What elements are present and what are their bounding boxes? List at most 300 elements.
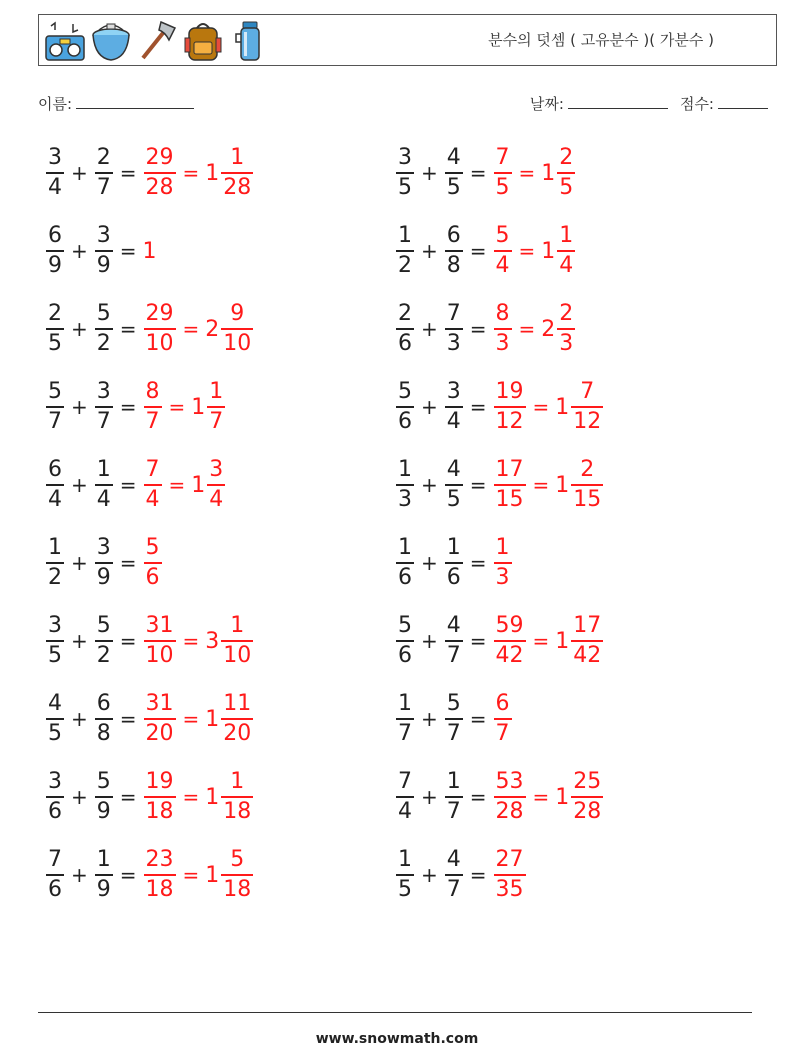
header-icons [43, 18, 271, 64]
plus-sign: + [71, 551, 88, 575]
equals-sign: = [119, 395, 137, 419]
denominator: 6 [398, 642, 412, 668]
problem-item [395, 372, 604, 442]
equals-sign: = [182, 707, 200, 731]
numerator: 17 [573, 613, 602, 639]
denominator: 6 [446, 564, 461, 590]
answer-fraction [494, 459, 526, 511]
denominator: 6 [48, 798, 62, 824]
answer-fraction [494, 771, 526, 823]
equals-sign: = [182, 161, 200, 185]
numerator: 2 [48, 301, 62, 327]
answer [143, 239, 158, 264]
name-field [38, 93, 194, 114]
addend-b [95, 147, 113, 199]
equals-sign: = [182, 863, 200, 887]
equals-sign: = [119, 317, 137, 341]
numerator: 7 [495, 145, 510, 171]
equals-sign: = [518, 161, 536, 185]
numerator: 7 [446, 301, 461, 327]
problem-item [395, 762, 604, 832]
denominator: 15 [573, 486, 602, 512]
numerator: 1 [230, 613, 245, 639]
numerator: 5 [96, 613, 111, 639]
numerator: 59 [495, 613, 524, 639]
mixed-fraction [221, 849, 253, 901]
numerator: 4 [446, 847, 461, 873]
equals-sign: = [532, 395, 550, 419]
numerator: 2 [559, 301, 574, 327]
denominator: 7 [446, 876, 461, 902]
numerator: 5 [96, 769, 111, 795]
numerator: 3 [96, 379, 111, 405]
denominator: 6 [398, 408, 412, 434]
mixed-whole: 1 [191, 394, 206, 420]
equals-sign: = [469, 395, 487, 419]
numerator: 6 [446, 223, 461, 249]
numerator: 1 [398, 457, 412, 483]
denominator: 5 [446, 486, 461, 512]
answer [143, 771, 255, 823]
answer [143, 849, 255, 901]
axe-icon [135, 18, 179, 64]
numerator: 3 [209, 457, 224, 483]
answer-whole: 1 [142, 238, 157, 264]
numerator: 3 [48, 145, 62, 171]
equals-sign: = [469, 317, 487, 341]
addend-b [445, 537, 463, 589]
plus-sign: + [71, 785, 88, 809]
mixed-whole: 3 [205, 628, 220, 654]
worksheet-title: 분수의 덧셈 ( 고유분수 )( 가분수 ) [488, 31, 714, 49]
numerator: 8 [495, 301, 510, 327]
addend-b [95, 381, 113, 433]
problem-item [45, 528, 163, 598]
addend-a [396, 303, 414, 355]
mixed-whole: 1 [555, 628, 570, 654]
answer-fraction [494, 537, 512, 589]
numerator: 17 [495, 457, 524, 483]
mixed-fraction [571, 615, 603, 667]
footer-site: www.snowmath.com [315, 1031, 479, 1047]
plus-sign: + [71, 863, 88, 887]
numerator: 31 [145, 691, 174, 717]
mixed-fraction [221, 147, 253, 199]
answer [143, 147, 255, 199]
numerator: 4 [446, 145, 461, 171]
numerator: 19 [145, 769, 174, 795]
denominator: 4 [559, 252, 574, 278]
mixed-whole: 2 [205, 316, 220, 342]
problem-item [395, 528, 513, 598]
mixed-whole: 1 [541, 160, 556, 186]
numerator: 31 [145, 613, 174, 639]
mixed-fraction [221, 693, 253, 745]
addend-a [46, 849, 64, 901]
equals-sign: = [469, 785, 487, 809]
addend-b [445, 771, 463, 823]
numerator: 5 [230, 847, 245, 873]
equals-sign: = [119, 785, 137, 809]
name-blank[interactable] [76, 94, 194, 109]
addend-a [396, 849, 414, 901]
answer-fraction [494, 303, 512, 355]
backpack-icon [181, 18, 225, 64]
answer [493, 849, 527, 901]
problem-item [45, 606, 254, 676]
problem-item [45, 684, 254, 754]
answer-fraction [144, 537, 162, 589]
answer-fraction [144, 147, 176, 199]
date-label: 날짜: [529, 95, 564, 113]
date-blank[interactable] [568, 94, 668, 109]
answer-fraction [144, 615, 176, 667]
equals-sign: = [168, 473, 186, 497]
equals-sign: = [469, 161, 487, 185]
addend-b [445, 225, 463, 277]
denominator: 18 [223, 798, 252, 824]
denominator: 3 [446, 330, 461, 356]
mixed-fraction [221, 615, 253, 667]
problem-item [395, 606, 604, 676]
numerator: 11 [223, 691, 252, 717]
addend-b [445, 615, 463, 667]
equals-sign: = [469, 629, 487, 653]
numerator: 1 [559, 223, 574, 249]
numerator: 1 [96, 457, 111, 483]
numerator: 23 [145, 847, 174, 873]
numerator: 27 [495, 847, 524, 873]
denominator: 7 [446, 642, 461, 668]
numerator: 3 [398, 145, 412, 171]
denominator: 5 [48, 330, 62, 356]
numerator: 3 [96, 223, 111, 249]
mixed-fraction [557, 225, 575, 277]
addend-a [396, 225, 414, 277]
addend-b [445, 849, 463, 901]
numerator: 9 [230, 301, 245, 327]
equals-sign: = [532, 629, 550, 653]
denominator: 28 [223, 174, 252, 200]
numerator: 1 [398, 691, 412, 717]
mixed-whole: 1 [205, 706, 220, 732]
equals-sign: = [518, 239, 536, 263]
denominator: 7 [209, 408, 224, 434]
numerator: 1 [446, 535, 461, 561]
addend-a [46, 459, 64, 511]
answer-fraction [144, 381, 162, 433]
answer [493, 537, 513, 589]
numerator: 5 [495, 223, 510, 249]
denominator: 28 [145, 174, 174, 200]
answer-fraction [144, 771, 176, 823]
addend-b [95, 225, 113, 277]
mixed-whole: 1 [555, 784, 570, 810]
numerator: 25 [573, 769, 602, 795]
denominator: 9 [96, 798, 111, 824]
numerator: 7 [145, 457, 160, 483]
denominator: 4 [398, 798, 412, 824]
answer-fraction [494, 225, 512, 277]
addend-a [396, 147, 414, 199]
problem-item [45, 294, 254, 364]
denominator: 4 [48, 486, 62, 512]
plus-sign: + [71, 317, 88, 341]
denominator: 4 [495, 252, 510, 278]
addend-b [95, 459, 113, 511]
numerator: 1 [398, 847, 412, 873]
equals-sign: = [469, 551, 487, 575]
plus-sign: + [71, 473, 88, 497]
numerator: 3 [48, 769, 62, 795]
numerator: 1 [96, 847, 111, 873]
numerator: 5 [96, 301, 111, 327]
denominator: 4 [446, 408, 461, 434]
denominator: 5 [398, 174, 412, 200]
plus-sign: + [421, 473, 438, 497]
denominator: 7 [495, 720, 510, 746]
addend-b [95, 771, 113, 823]
mixed-whole: 1 [205, 862, 220, 888]
score-blank[interactable] [718, 94, 768, 109]
plus-sign: + [421, 239, 438, 263]
addend-b [95, 615, 113, 667]
problem-item [45, 762, 254, 832]
equals-sign: = [182, 785, 200, 809]
denominator: 2 [48, 564, 62, 590]
addend-a [46, 771, 64, 823]
numerator: 4 [446, 457, 461, 483]
problem-item [395, 840, 527, 910]
numerator: 53 [495, 769, 524, 795]
denominator: 6 [145, 564, 160, 590]
addend-b [95, 849, 113, 901]
denominator: 2 [398, 252, 412, 278]
mixed-fraction [221, 303, 253, 355]
numerator: 2 [559, 145, 574, 171]
equals-sign: = [182, 629, 200, 653]
answer-fraction [494, 693, 512, 745]
plus-sign: + [421, 317, 438, 341]
numerator: 5 [398, 379, 412, 405]
denominator: 18 [145, 876, 174, 902]
denominator: 4 [145, 486, 160, 512]
denominator: 15 [495, 486, 524, 512]
addend-a [46, 615, 64, 667]
numerator: 29 [145, 301, 174, 327]
addend-a [46, 303, 64, 355]
numerator: 3 [48, 613, 62, 639]
denominator: 5 [48, 720, 62, 746]
denominator: 42 [573, 642, 602, 668]
denominator: 7 [145, 408, 160, 434]
equals-sign: = [119, 551, 137, 575]
answer [493, 225, 577, 277]
denominator: 3 [559, 330, 574, 356]
problem-item [395, 138, 576, 208]
denominator: 6 [398, 564, 412, 590]
equals-sign: = [532, 473, 550, 497]
addend-a [46, 147, 64, 199]
mixed-whole: 1 [555, 394, 570, 420]
answer-fraction [494, 381, 526, 433]
mixed-whole: 1 [541, 238, 556, 264]
denominator: 4 [96, 486, 111, 512]
plus-sign: + [71, 161, 88, 185]
answer-fraction [494, 615, 526, 667]
numerator: 6 [48, 457, 62, 483]
denominator: 3 [495, 330, 510, 356]
denominator: 7 [398, 720, 412, 746]
numerator: 1 [230, 769, 245, 795]
plus-sign: + [71, 707, 88, 731]
date-score-fields [530, 93, 768, 114]
numerator: 5 [145, 535, 160, 561]
denominator: 9 [96, 564, 111, 590]
mixed-whole: 1 [191, 472, 206, 498]
plus-sign: + [421, 395, 438, 419]
numerator: 1 [398, 223, 412, 249]
numerator: 6 [48, 223, 62, 249]
equals-sign: = [469, 239, 487, 263]
addend-b [445, 303, 463, 355]
numerator: 19 [495, 379, 524, 405]
equals-sign: = [119, 473, 137, 497]
addend-b [445, 147, 463, 199]
mixed-fraction [571, 771, 603, 823]
addend-b [445, 459, 463, 511]
denominator: 12 [495, 408, 524, 434]
answer-fraction [144, 849, 176, 901]
answer [143, 615, 255, 667]
addend-b [445, 381, 463, 433]
denominator: 28 [495, 798, 524, 824]
equals-sign: = [469, 863, 487, 887]
denominator: 2 [96, 330, 111, 356]
equals-sign: = [119, 161, 137, 185]
numerator: 8 [145, 379, 160, 405]
thermos-icon [227, 18, 271, 64]
denominator: 5 [495, 174, 510, 200]
date-field [530, 93, 668, 114]
plus-sign: + [421, 785, 438, 809]
denominator: 8 [446, 252, 461, 278]
denominator: 4 [48, 174, 62, 200]
numerator: 3 [96, 535, 111, 561]
addend-a [46, 537, 64, 589]
equals-sign: = [119, 629, 137, 653]
plus-sign: + [421, 707, 438, 731]
numerator: 1 [48, 535, 62, 561]
denominator: 7 [48, 408, 62, 434]
mixed-whole: 1 [555, 472, 570, 498]
denominator: 18 [145, 798, 174, 824]
denominator: 5 [446, 174, 461, 200]
answer [493, 771, 605, 823]
denominator: 3 [495, 564, 510, 590]
denominator: 6 [48, 876, 62, 902]
problem-item [45, 840, 254, 910]
answer-fraction [144, 693, 176, 745]
addend-b [95, 693, 113, 745]
equals-sign: = [182, 317, 200, 341]
addend-a [396, 693, 414, 745]
numerator: 7 [398, 769, 412, 795]
denominator: 35 [495, 876, 524, 902]
addend-b [445, 693, 463, 745]
worksheet-header [38, 14, 777, 66]
numerator: 5 [446, 691, 461, 717]
equals-sign: = [518, 317, 536, 341]
addend-a [396, 771, 414, 823]
addend-a [396, 381, 414, 433]
numerator: 1 [446, 769, 461, 795]
addend-a [46, 381, 64, 433]
denominator: 42 [495, 642, 524, 668]
problem-item [395, 294, 576, 364]
denominator: 7 [96, 174, 111, 200]
score-label: 점수: [679, 95, 714, 113]
problem-item [45, 450, 226, 520]
denominator: 7 [96, 408, 111, 434]
addend-a [46, 693, 64, 745]
numerator: 5 [398, 613, 412, 639]
numerator: 29 [145, 145, 174, 171]
footer-divider [38, 1012, 752, 1013]
plus-sign: + [71, 239, 88, 263]
problem-item [395, 216, 576, 286]
numerator: 1 [398, 535, 412, 561]
answer [493, 303, 577, 355]
problem-item [395, 684, 513, 754]
mixed-whole: 2 [541, 316, 556, 342]
bucket-icon [89, 18, 133, 64]
problem-item [45, 372, 226, 442]
answer-fraction [494, 147, 512, 199]
answer-fraction [494, 849, 526, 901]
mixed-fraction [571, 381, 603, 433]
numerator: 2 [96, 145, 111, 171]
equals-sign: = [119, 863, 137, 887]
numerator: 6 [495, 691, 510, 717]
plus-sign: + [421, 629, 438, 653]
numerator: 6 [96, 691, 111, 717]
answer-fraction [144, 303, 176, 355]
numerator: 1 [495, 535, 510, 561]
answer [143, 459, 227, 511]
mixed-fraction [221, 771, 253, 823]
numerator: 1 [209, 379, 224, 405]
mixed-whole: 1 [205, 784, 220, 810]
numerator: 4 [446, 613, 461, 639]
denominator: 5 [398, 876, 412, 902]
denominator: 12 [573, 408, 602, 434]
plus-sign: + [421, 551, 438, 575]
mixed-fraction [557, 303, 575, 355]
answer-fraction [144, 459, 162, 511]
addend-b [95, 303, 113, 355]
denominator: 4 [209, 486, 224, 512]
answer [493, 147, 577, 199]
denominator: 9 [96, 876, 111, 902]
mixed-whole: 1 [205, 160, 220, 186]
problem-item [395, 450, 604, 520]
equals-sign: = [469, 473, 487, 497]
denominator: 8 [96, 720, 111, 746]
name-label: 이름: [38, 95, 73, 113]
numerator: 1 [230, 145, 245, 171]
equals-sign: = [532, 785, 550, 809]
